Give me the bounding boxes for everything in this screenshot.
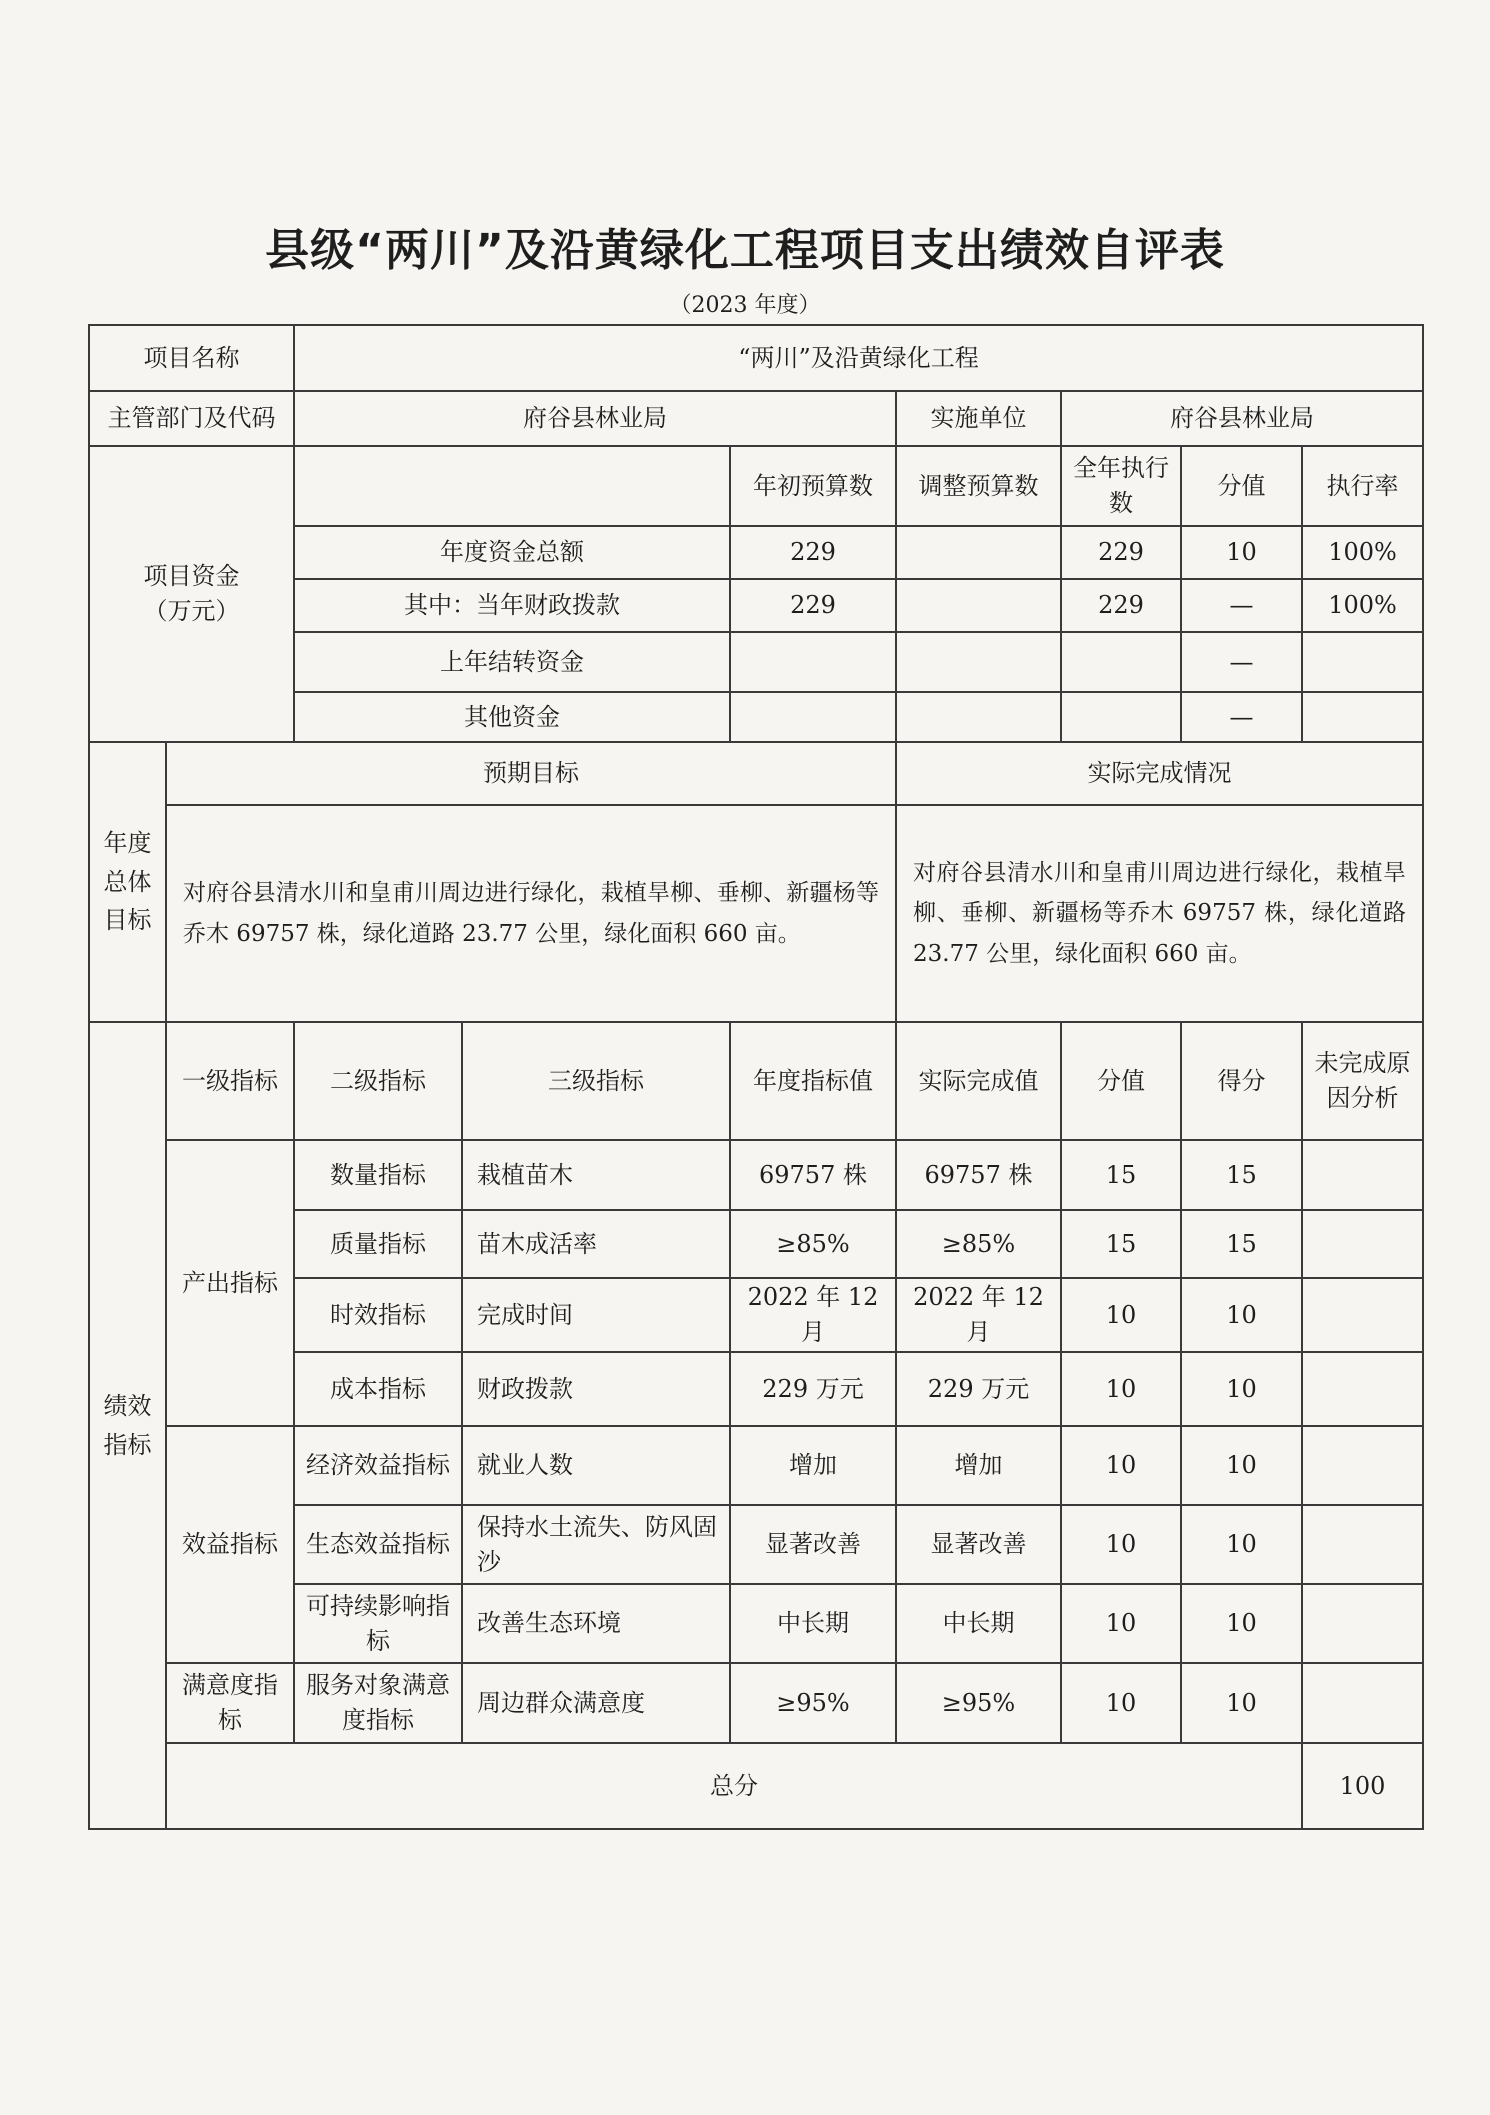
funds-header-blank [294, 446, 730, 526]
department-row [89, 391, 1423, 446]
funds-label-line1: 项目资金 [143, 562, 240, 591]
indicators-header-level2: 二级指标 [294, 1022, 462, 1140]
indicator-level3: 保持水土流失、防风固沙 [462, 1505, 730, 1584]
funds-header-adjusted: 调整预算数 [896, 446, 1061, 526]
indicator-reason [1302, 1426, 1423, 1505]
indicator-reason [1302, 1352, 1423, 1426]
indicator-actual: 显著改善 [896, 1505, 1061, 1584]
funds-row-executed [1061, 632, 1181, 692]
indicator-actual: 69757 株 [896, 1140, 1061, 1210]
indicator-level3: 改善生态环境 [462, 1584, 730, 1663]
goals-expected-text: 对府谷县清水川和皇甫川周边进行绿化，栽植旱柳、垂柳、新疆杨等乔木 69757 株，绿化道路 23.77 公里，绿化面积 660 亩。 [166, 805, 896, 1022]
indicator-score-value: 10 [1061, 1426, 1181, 1505]
indicators-header-score-value: 分值 [1061, 1022, 1181, 1140]
project-name-row [89, 325, 1423, 391]
indicator-score-value: 15 [1061, 1210, 1181, 1278]
indicator-target: 229 万元 [730, 1352, 896, 1426]
indicators-header-level3: 三级指标 [462, 1022, 730, 1140]
project-name-label: 项目名称 [89, 325, 294, 391]
funds-row-executed: 229 [1061, 526, 1181, 579]
indicator-reason [1302, 1505, 1423, 1584]
indicators-header-score: 得分 [1181, 1022, 1302, 1140]
indicator-level2: 服务对象满意度指标 [294, 1663, 462, 1743]
funds-label [89, 446, 294, 742]
goals-label: 年度总体目标 [89, 742, 166, 1022]
goals-content-row [89, 805, 1423, 1022]
indicator-score-value: 10 [1061, 1278, 1181, 1352]
indicator-row [89, 1140, 1423, 1210]
indicators-header-reason: 未完成原因分析 [1302, 1022, 1423, 1140]
implementer-label: 实施单位 [896, 391, 1061, 446]
indicator-row [89, 1663, 1423, 1743]
indicator-target: 增加 [730, 1426, 896, 1505]
funds-header-executed: 全年执行数 [1061, 446, 1181, 526]
year-subtitle: （2023 年度） [669, 293, 821, 318]
funds-row-name: 其中：当年财政拨款 [294, 579, 730, 632]
funds-row-name: 年度资金总额 [294, 526, 730, 579]
indicator-target: 显著改善 [730, 1505, 896, 1584]
indicator-reason [1302, 1663, 1423, 1743]
indicators-header-target: 年度指标值 [730, 1022, 896, 1140]
evaluation-table [88, 324, 1424, 1830]
funds-row-adjusted [896, 579, 1061, 632]
implementer-value: 府谷县林业局 [1061, 391, 1423, 446]
indicator-actual: 229 万元 [896, 1352, 1061, 1426]
indicator-level2: 质量指标 [294, 1210, 462, 1278]
indicator-score-value: 15 [1061, 1140, 1181, 1210]
goals-header-row [89, 742, 1423, 805]
page-title: 县级“两川”及沿黄绿化工程项目支出绩效自评表 [265, 225, 1225, 276]
indicator-reason [1302, 1584, 1423, 1663]
goals-expected-label: 预期目标 [166, 742, 896, 805]
indicator-level2: 生态效益指标 [294, 1505, 462, 1584]
indicator-score: 10 [1181, 1584, 1302, 1663]
funds-row-executed: 229 [1061, 579, 1181, 632]
indicator-level1: 效益指标 [166, 1426, 294, 1663]
indicator-row [89, 1426, 1423, 1505]
indicator-level3: 栽植苗木 [462, 1140, 730, 1210]
funds-row-name: 上年结转资金 [294, 632, 730, 692]
funds-row-score-value: — [1181, 579, 1302, 632]
indicator-score-value: 10 [1061, 1584, 1181, 1663]
indicator-actual: 2022 年 12 月 [896, 1278, 1061, 1352]
funds-row-score-value: — [1181, 692, 1302, 742]
funds-row-executed [1061, 692, 1181, 742]
funds-row-adjusted [896, 692, 1061, 742]
indicator-level3: 苗木成活率 [462, 1210, 730, 1278]
goals-actual-label: 实际完成情况 [896, 742, 1423, 805]
indicator-score: 15 [1181, 1140, 1302, 1210]
indicator-score-value: 10 [1061, 1505, 1181, 1584]
funds-row-adjusted [896, 632, 1061, 692]
funds-row-adjusted [896, 526, 1061, 579]
indicator-score: 15 [1181, 1210, 1302, 1278]
indicator-target: ≥95% [730, 1663, 896, 1743]
funds-header-score-value: 分值 [1181, 446, 1302, 526]
funds-row-initial: 229 [730, 526, 896, 579]
funds-row-rate [1302, 632, 1423, 692]
indicator-score: 10 [1181, 1426, 1302, 1505]
indicator-score: 10 [1181, 1663, 1302, 1743]
indicator-actual: ≥85% [896, 1210, 1061, 1278]
funds-row-initial: 229 [730, 579, 896, 632]
indicator-level2: 可持续影响指标 [294, 1584, 462, 1663]
total-label: 总分 [166, 1743, 1302, 1829]
indicator-reason [1302, 1210, 1423, 1278]
indicator-actual: ≥95% [896, 1663, 1061, 1743]
indicator-level1: 产出指标 [166, 1140, 294, 1426]
indicator-level2: 时效指标 [294, 1278, 462, 1352]
department-label: 主管部门及代码 [89, 391, 294, 446]
indicator-level3: 完成时间 [462, 1278, 730, 1352]
funds-row-score-value: — [1181, 632, 1302, 692]
funds-header-initial: 年初预算数 [730, 446, 896, 526]
indicators-header-level1: 一级指标 [166, 1022, 294, 1140]
funds-row-rate: 100% [1302, 579, 1423, 632]
funds-row-rate: 100% [1302, 526, 1423, 579]
indicator-level2: 数量指标 [294, 1140, 462, 1210]
indicator-level3: 财政拨款 [462, 1352, 730, 1426]
total-score: 100 [1302, 1743, 1423, 1829]
indicators-header-actual: 实际完成值 [896, 1022, 1061, 1140]
funds-label-line2: （万元） [143, 597, 240, 625]
indicator-score: 10 [1181, 1352, 1302, 1426]
goals-actual-text: 对府谷县清水川和皇甫川周边进行绿化，栽植旱柳、垂柳、新疆杨等乔木 69757 株，绿化道路 23.77 公里，绿化面积 660 亩。 [896, 805, 1423, 1022]
total-row [89, 1743, 1423, 1829]
funds-header-rate: 执行率 [1302, 446, 1423, 526]
indicator-score-value: 10 [1061, 1663, 1181, 1743]
indicator-level3: 周边群众满意度 [462, 1663, 730, 1743]
funds-row-score-value: 10 [1181, 526, 1302, 579]
indicator-score: 10 [1181, 1278, 1302, 1352]
indicators-label: 绩效指标 [89, 1022, 166, 1829]
indicator-reason [1302, 1278, 1423, 1352]
indicator-level2: 成本指标 [294, 1352, 462, 1426]
indicators-header-row [89, 1022, 1423, 1140]
indicator-actual: 增加 [896, 1426, 1061, 1505]
funds-row-initial [730, 632, 896, 692]
department-value: 府谷县林业局 [294, 391, 896, 446]
indicator-target: 2022 年 12 月 [730, 1278, 896, 1352]
indicator-actual: 中长期 [896, 1584, 1061, 1663]
funds-row-initial [730, 692, 896, 742]
indicator-score-value: 10 [1061, 1352, 1181, 1426]
indicator-level3: 就业人数 [462, 1426, 730, 1505]
project-name-value: “两川”及沿黄绿化工程 [294, 325, 1423, 391]
indicator-target: ≥85% [730, 1210, 896, 1278]
indicator-reason [1302, 1140, 1423, 1210]
funds-row-rate [1302, 692, 1423, 742]
indicator-target: 中长期 [730, 1584, 896, 1663]
funds-row-name: 其他资金 [294, 692, 730, 742]
funds-header-row [89, 446, 1423, 526]
indicator-level2: 经济效益指标 [294, 1426, 462, 1505]
indicator-target: 69757 株 [730, 1140, 896, 1210]
indicator-score: 10 [1181, 1505, 1302, 1584]
indicator-level1: 满意度指标 [166, 1663, 294, 1743]
